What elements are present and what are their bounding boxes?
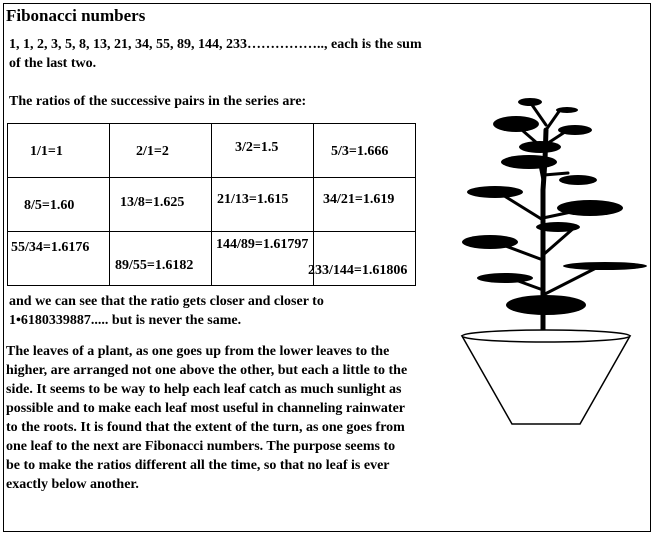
leaf	[559, 175, 597, 185]
leaf	[501, 155, 557, 169]
page-title: Fibonacci numbers	[6, 6, 146, 25]
ratio-conclusion-text: and we can see that the ratio gets closer and closer to 1•6180339887..... but is never the same.	[9, 294, 324, 328]
table-cell	[314, 178, 416, 232]
ratio-value: 55/34=1.6176	[11, 240, 90, 255]
leaf	[518, 98, 542, 106]
leaf	[519, 141, 561, 153]
ratio-value: 34/21=1.619	[323, 192, 395, 207]
leaf	[467, 186, 523, 198]
ratio-value: 21/13=1.615	[217, 192, 289, 207]
table-cell	[212, 178, 314, 232]
table-cell	[308, 232, 416, 286]
table-cell	[212, 124, 314, 178]
ratio-value: 13/8=1.625	[120, 195, 185, 210]
ratio-value: 144/89=1.61797	[216, 237, 309, 252]
ratio-value: 1/1=1	[30, 144, 63, 159]
ratios-heading: The ratios of the successive pairs in the series are:	[9, 94, 307, 109]
leaf	[506, 295, 586, 315]
leaf	[462, 235, 518, 249]
leaf	[493, 116, 539, 132]
table-cell	[212, 232, 314, 286]
ratio-value: 89/55=1.6182	[115, 258, 194, 273]
leaf	[558, 125, 592, 135]
leaf	[536, 222, 580, 232]
leaf	[477, 273, 533, 283]
ratio-value: 233/144=1.61806	[308, 263, 408, 278]
table-cell	[8, 232, 110, 286]
table-row	[8, 124, 416, 178]
table-row	[8, 178, 416, 232]
ratio-value: 2/1=2	[136, 144, 169, 159]
plant-leaves	[462, 98, 647, 315]
leaves-explanation-text: The leaves of a plant, as one goes up from the lower leaves to the higher, are arranged not one above the other, but each a little to the side. It seems to be way to help each leaf catch as much sunlight as possible and to make each leaf most useful in channeling rainwater to the roots. It is found that the extent of the turn, as one goes from one leaf to the next are Fibonacci numbers. The purpose seems to be to make the ratios different all the time, so that no leaf is ever exactly below another.	[6, 344, 408, 492]
leaf	[556, 107, 578, 113]
table-cell	[8, 124, 110, 178]
table-cell	[110, 124, 212, 178]
table-cell	[110, 232, 212, 286]
table-cell	[8, 178, 110, 232]
plant-illustration	[440, 90, 650, 430]
flower-pot	[462, 330, 630, 424]
leaf	[563, 262, 647, 270]
ratio-value: 5/3=1.666	[331, 144, 389, 159]
ratio-table	[7, 123, 416, 286]
ratio-value: 3/2=1.5	[235, 140, 279, 155]
leaf	[557, 200, 623, 216]
table-cell	[314, 124, 416, 178]
table-cell	[110, 178, 212, 232]
table-row	[8, 232, 416, 286]
fibonacci-sequence-text: 1, 1, 2, 3, 5, 8, 13, 21, 34, 55, 89, 144, 233…………….., each is the sum of the last two.	[9, 37, 422, 71]
ratio-value: 8/5=1.60	[24, 198, 75, 213]
